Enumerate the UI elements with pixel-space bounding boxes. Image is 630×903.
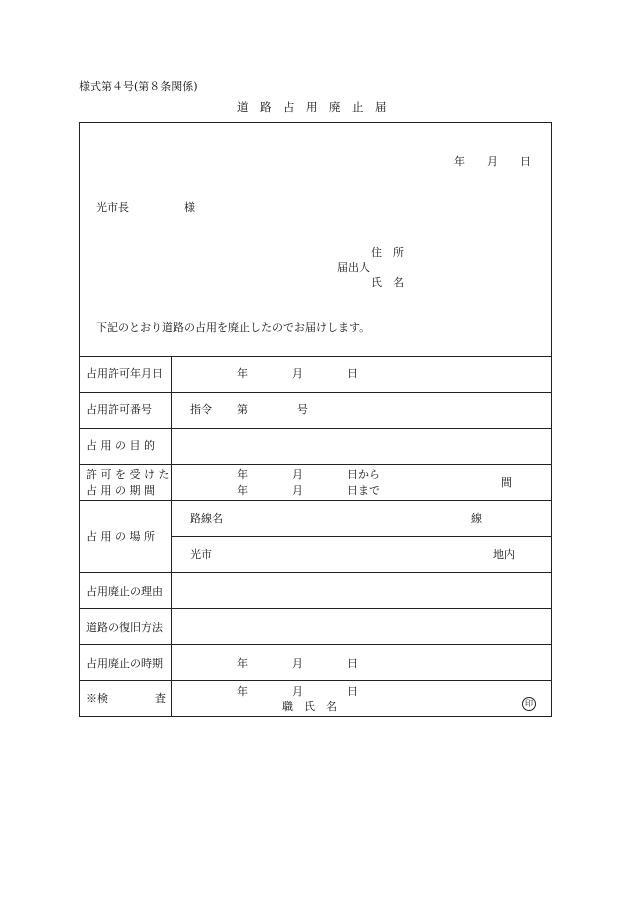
addressee: 光市長 様 — [96, 201, 195, 214]
notice-statement: 下記のとおり道路の占用を廃止したのでお届けします。 — [96, 321, 371, 334]
submission-date: 年 月 日 — [454, 155, 531, 168]
location-label: 占 用 の 場 所 — [86, 530, 155, 543]
period-from: 年 月 日から — [237, 468, 380, 481]
label-column-divider — [171, 356, 172, 717]
row-divider — [79, 464, 552, 465]
period-label-line2: 占 用 の 期 間 — [86, 484, 155, 497]
row-divider — [79, 644, 552, 645]
permit-date-label: 占用許可年月日 — [86, 367, 163, 380]
permit-number-prefix: 指令 — [190, 403, 212, 416]
row-divider — [79, 356, 552, 357]
reason-label: 占用廃止の理由 — [86, 585, 163, 598]
route-label: 路線名 — [190, 512, 223, 525]
timing-label: 占用廃止の時期 — [86, 657, 163, 670]
location-city: 光市 — [190, 548, 212, 561]
row-divider — [79, 608, 552, 609]
restoration-label: 道路の復旧方法 — [86, 621, 163, 634]
permit-number-dai: 第 — [237, 403, 248, 416]
location-divider — [171, 536, 552, 537]
timing-value: 年 月 日 — [237, 657, 358, 670]
inspection-date: 年 月 日 — [237, 685, 358, 698]
form-number: 様式第４号(第８条関係) — [79, 80, 198, 93]
inspection-label-mark: ※検 — [86, 692, 108, 705]
inspection-label-end: 査 — [155, 692, 166, 705]
seal-icon: 印 — [522, 697, 536, 711]
location-area-suffix: 地内 — [493, 548, 515, 561]
row-divider — [79, 428, 552, 429]
period-label-line1: 許 可 を 受 け た — [86, 468, 170, 481]
permit-number-go: 号 — [297, 403, 308, 416]
period-suffix: 間 — [501, 476, 512, 489]
period-to: 年 月 日まで — [237, 484, 380, 497]
inspection-officer: 職 氏 名 — [282, 700, 337, 713]
row-divider — [79, 392, 552, 393]
name-label: 氏 名 — [371, 276, 404, 289]
purpose-label: 占 用 の 目 的 — [86, 439, 155, 452]
row-divider — [79, 572, 552, 573]
row-divider — [79, 680, 552, 681]
address-label: 住 所 — [371, 246, 404, 259]
form-title: 道 路 占 用 廃 止 届 — [237, 100, 387, 114]
row-divider — [79, 500, 552, 501]
permit-number-label: 占用許可番号 — [86, 403, 152, 416]
permit-date-value: 年 月 日 — [237, 367, 358, 380]
applicant-label: 届出人 — [337, 261, 370, 274]
route-suffix: 線 — [471, 512, 482, 525]
